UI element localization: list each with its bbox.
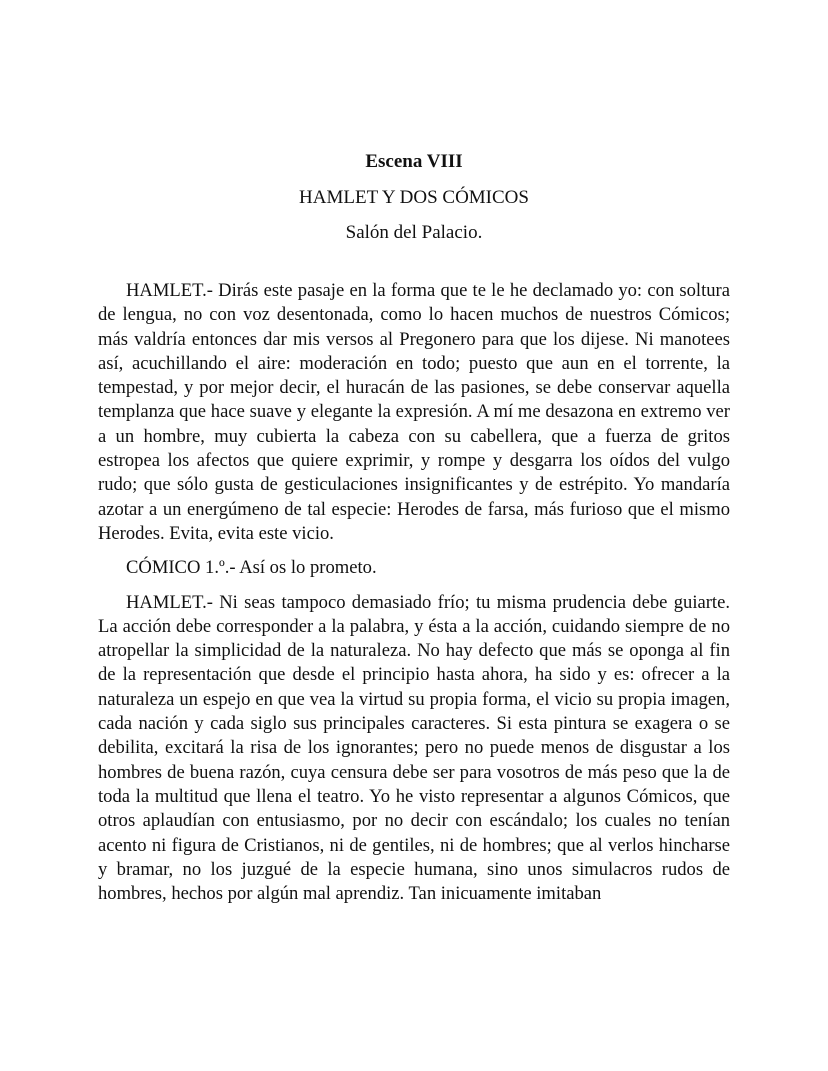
hamlet-speech-1: HAMLET.- Dirás este pasaje en la forma que te le he declamado yo: con soltura de lengua, no con voz desentonada, como lo hacen muchos de nuestros Cómicos; más valdría entonces dar mis versos al Pregonero para que los dijese. Ni manotees así, acuchillando el aire: moderación en todo; puesto que aun en el torrente, la tempestad, y por mejor decir, el huracán de las pasiones, se debe conservar aquella templanza que hace suave y elegante la expresión. A mí me desazona en extremo ver a un hombre, muy cubierta la cabeza con su cabellera, que a fuerza de gritos estropea los afectos que quiere exprimir, y rompe y desgarra los oídos del vulgo rudo; que sólo gusta de gesticulaciones insignificantes y de estrépito. Yo mandaría azotar a un energúmeno de tal especie: Herodes de farsa, más furioso que el mismo Herodes. Evita, evita este vicio. xyxy=(98,280,730,544)
comico-speech-1: CÓMICO 1.º.- Así os lo prometo. xyxy=(126,557,377,579)
document-page xyxy=(98,150,730,906)
scene-subtitle: HAMLET Y DOS CÓMICOS xyxy=(299,187,529,208)
hamlet-speech-2: HAMLET.- Ni seas tampoco demasiado frío; tu misma prudencia debe guiarte. La acción debe corresponder a la palabra, y ésta a la acción, cuidando siempre de no atropellar la simplicidad de la naturaleza. No hay defecto que más se oponga al fin de la representación que desde el principio hasta ahora, ha sido y es: ofrecer a la naturaleza un espejo en que vea la virtud su propia forma, el vicio su propia imagen, cada nación y cada siglo sus principales caracteres. Si esta pintura se exagera o se debilita, excitará la risa de los ignorantes; pero no puede menos de disgustar a los hombres de buena razón, cuya censura debe ser para vosotros de más peso que la de toda la multitud que llena el teatro. Yo he visto representar a algunos Cómicos, que otros aplaudían con entusiasmo, por no decir con escándalo; los cuales no tenían acento ni figura de Cristianos, ni de gentiles, ni de hombres; que al verlos hincharse y bramar, no los juzgué de la especie humana, sino unos simulacros rudos de hombres, hechos por algún mal aprendiz. Tan inicuamente imitaban xyxy=(98,591,730,905)
scene-title: Escena VIII xyxy=(365,151,463,172)
scene-location: Salón del Palacio. xyxy=(345,222,483,243)
